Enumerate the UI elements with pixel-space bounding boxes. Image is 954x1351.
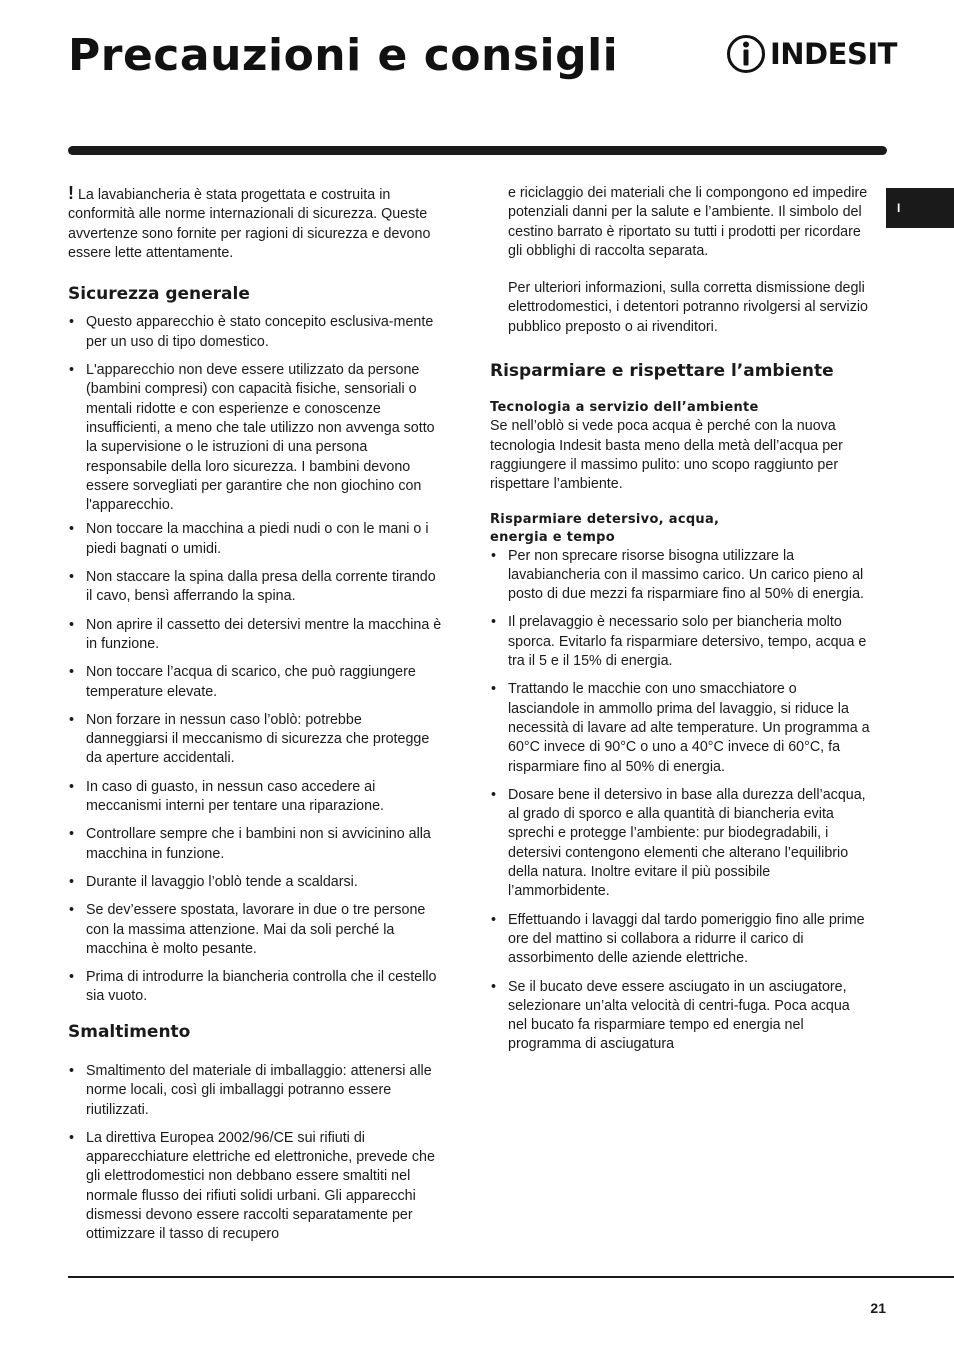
list-item: • Non aprire il cassetto dei detersivi mentre la macchina è in funzione. — [68, 616, 444, 655]
subheading-risparmiare — [490, 511, 870, 547]
list-item: • Se il bucato deve essere asciugato in un asciugatore, selezionare un’alta velocità di centri-fuga. Poca acqua nel bucato fa risparmiare tempo ed energia nel programma di asciugatura — [490, 978, 870, 1055]
list-item: • Non staccare la spina dalla presa della corrente tirando il cavo, bensì afferrando la spina. — [68, 568, 444, 607]
list-item: • Non forzare in nessun caso l’oblò: potrebbe danneggiarsi il meccanismo di sicurezza che protegge da aperture accidentali. — [68, 711, 444, 769]
list-item: • Se dev’essere spostata, lavorare in due o tre persone con la massima attenzione. Mai da soli perché la macchina è molto pesante. — [68, 901, 444, 959]
smaltimento-further-info: Per ulteriori informazioni, sulla corretta dismissione degli elettrodomestici, i detentori potranno rivolgersi al servizio pubblico preposto o ai rivenditori. — [508, 280, 868, 335]
list-item: • In caso di guasto, in nessun caso accedere ai meccanismi interni per tentare una riparazione. — [68, 778, 444, 817]
brand-wordmark: INDESIT — [770, 37, 897, 71]
list-item: • Smaltimento del materiale di imballaggio: attenersi alle norme locali, così gli imballaggi potranno essere riutilizzati. — [68, 1062, 444, 1120]
list-item: • Non toccare l’acqua di scarico, che può raggiungere temperature elevate. — [68, 663, 444, 702]
section-heading-ambiente: Risparmiare e rispettare l’ambiente — [490, 361, 834, 382]
indesit-logo-icon — [726, 33, 766, 75]
section-heading-sicurezza: Sicurezza generale — [68, 284, 250, 305]
list-item: • Questo apparecchio è stato concepito esclusiva-mente per un uso di tipo domestico. — [68, 313, 444, 352]
list-item: • Trattando le macchie con uno smacchiatore o lasciandole in ammollo prima del lavaggio, si riduce la necessità di lavare ad alte temperature. Un programma a 60°C invece di 90°C o uno a 40°C invece di 60°C, fa risparmiare fino al 50% di energia. — [490, 680, 870, 776]
list-item: • Durante il lavaggio l’oblò tende a scaldarsi. — [68, 873, 444, 892]
list-item: • La direttiva Europea 2002/96/CE sui rifiuti di apparecchiature elettriche ed elettroniche, prevede che gli elettrodomestici non debbano essere smaltiti nel normale flusso dei rifiuti solidi urbani. Gli apparecchi dismessi devono essere raccolti separatamente per ottimizzare il tasso di recupero — [68, 1129, 444, 1245]
intro-paragraph — [68, 184, 444, 263]
list-item: • Prima di introdurre la biancheria controlla che il cestello sia vuoto. — [68, 968, 444, 1007]
subheading-risparmiare-line2: energia e tempo — [490, 529, 616, 545]
smaltimento-continuation: e riciclaggio dei materiali che li compongono ed impedire potenziali danni per la salute e l’ambiente. Il simbolo del cestino barrato è riportato su tutti i prodotti per ricordare gli obblighi di raccolta separata. — [508, 185, 868, 259]
list-item: • Dosare bene il detersivo in base alla durezza dell’acqua, al grado di sporco e alla quantità di biancheria evita sprechi e protegge l’ambiente: pur biodegradabili, i detersivi contengono elementi che alterano l’equilibrio della natura. Inoltre evitare il più possibile l’ammorbidente. — [490, 786, 870, 902]
list-item: • Effettuando i lavaggi dal tardo pomeriggio fino alle prime ore del mattino si collabora a ridurre il carico di assorbimento delle aziende elettriche. — [490, 911, 870, 969]
left-column — [68, 184, 444, 1254]
section-heading-smaltimento: Smaltimento — [68, 1021, 191, 1042]
list-item: • Per non sprecare risorse bisogna utilizzare la lavabiancheria con il massimo carico. Un carico pieno al posto di due mezzi fa risparmiare fino al 50% di energia. — [490, 547, 870, 605]
smaltimento-list — [68, 1062, 444, 1245]
list-item: • L'apparecchio non deve essere utilizzato da persone (bambini compresi) con capacità fisiche, sensoriali o mentali ridotte e con esperienze e conoscenze insufficienti, a meno che tale utilizzo non avvenga sotto la supervisione o le istruzioni di una persona responsabile della loro sicurezza. I bambini devono essere sorvegliati per garantire che non giochino con l'apparecchio. — [68, 361, 444, 515]
sicurezza-list — [68, 313, 444, 1006]
list-item: • Controllare sempre che i bambini non si avvicinino alla macchina in funzione. — [68, 825, 444, 864]
subheading-risparmiare-line1: Risparmiare detersivo, acqua, — [490, 511, 720, 527]
page-number: 21 — [870, 1300, 886, 1316]
list-item: • Il prelavaggio è necessario solo per biancheria molto sporca. Evitarlo fa risparmiare detersivo, tempo, acqua e tra il 5 e il 15% di energia. — [490, 613, 870, 671]
risparmio-list — [490, 547, 870, 1055]
page-title: Precauzioni e consigli — [68, 30, 619, 81]
subheading-tecnologia: Tecnologia a servizio dell’ambiente — [490, 400, 759, 416]
tecnologia-text: Se nell’oblò si vede poca acqua è perché con la nuova tecnologia Indesit basta meno della metà dell’acqua per raggiungere il massimo pulito: uno scopo raggiunto per rispettare l’ambiente. — [490, 418, 843, 493]
footer-rule — [68, 1276, 954, 1278]
language-tab: I — [886, 188, 954, 228]
right-column — [490, 184, 870, 1064]
header-rule — [68, 146, 887, 155]
brand-logo — [726, 33, 897, 75]
intro-text: La lavabiancheria è stata progettata e costruita in conformità alle norme internazionali di sicurezza. Queste avvertenze sono fornite per ragioni di sicurezza e devono essere lette attentamente. — [68, 187, 431, 261]
list-item: • Non toccare la macchina a piedi nudi o con le mani o i piedi bagnati o umidi. — [68, 520, 444, 559]
warning-mark: ! — [68, 183, 74, 203]
